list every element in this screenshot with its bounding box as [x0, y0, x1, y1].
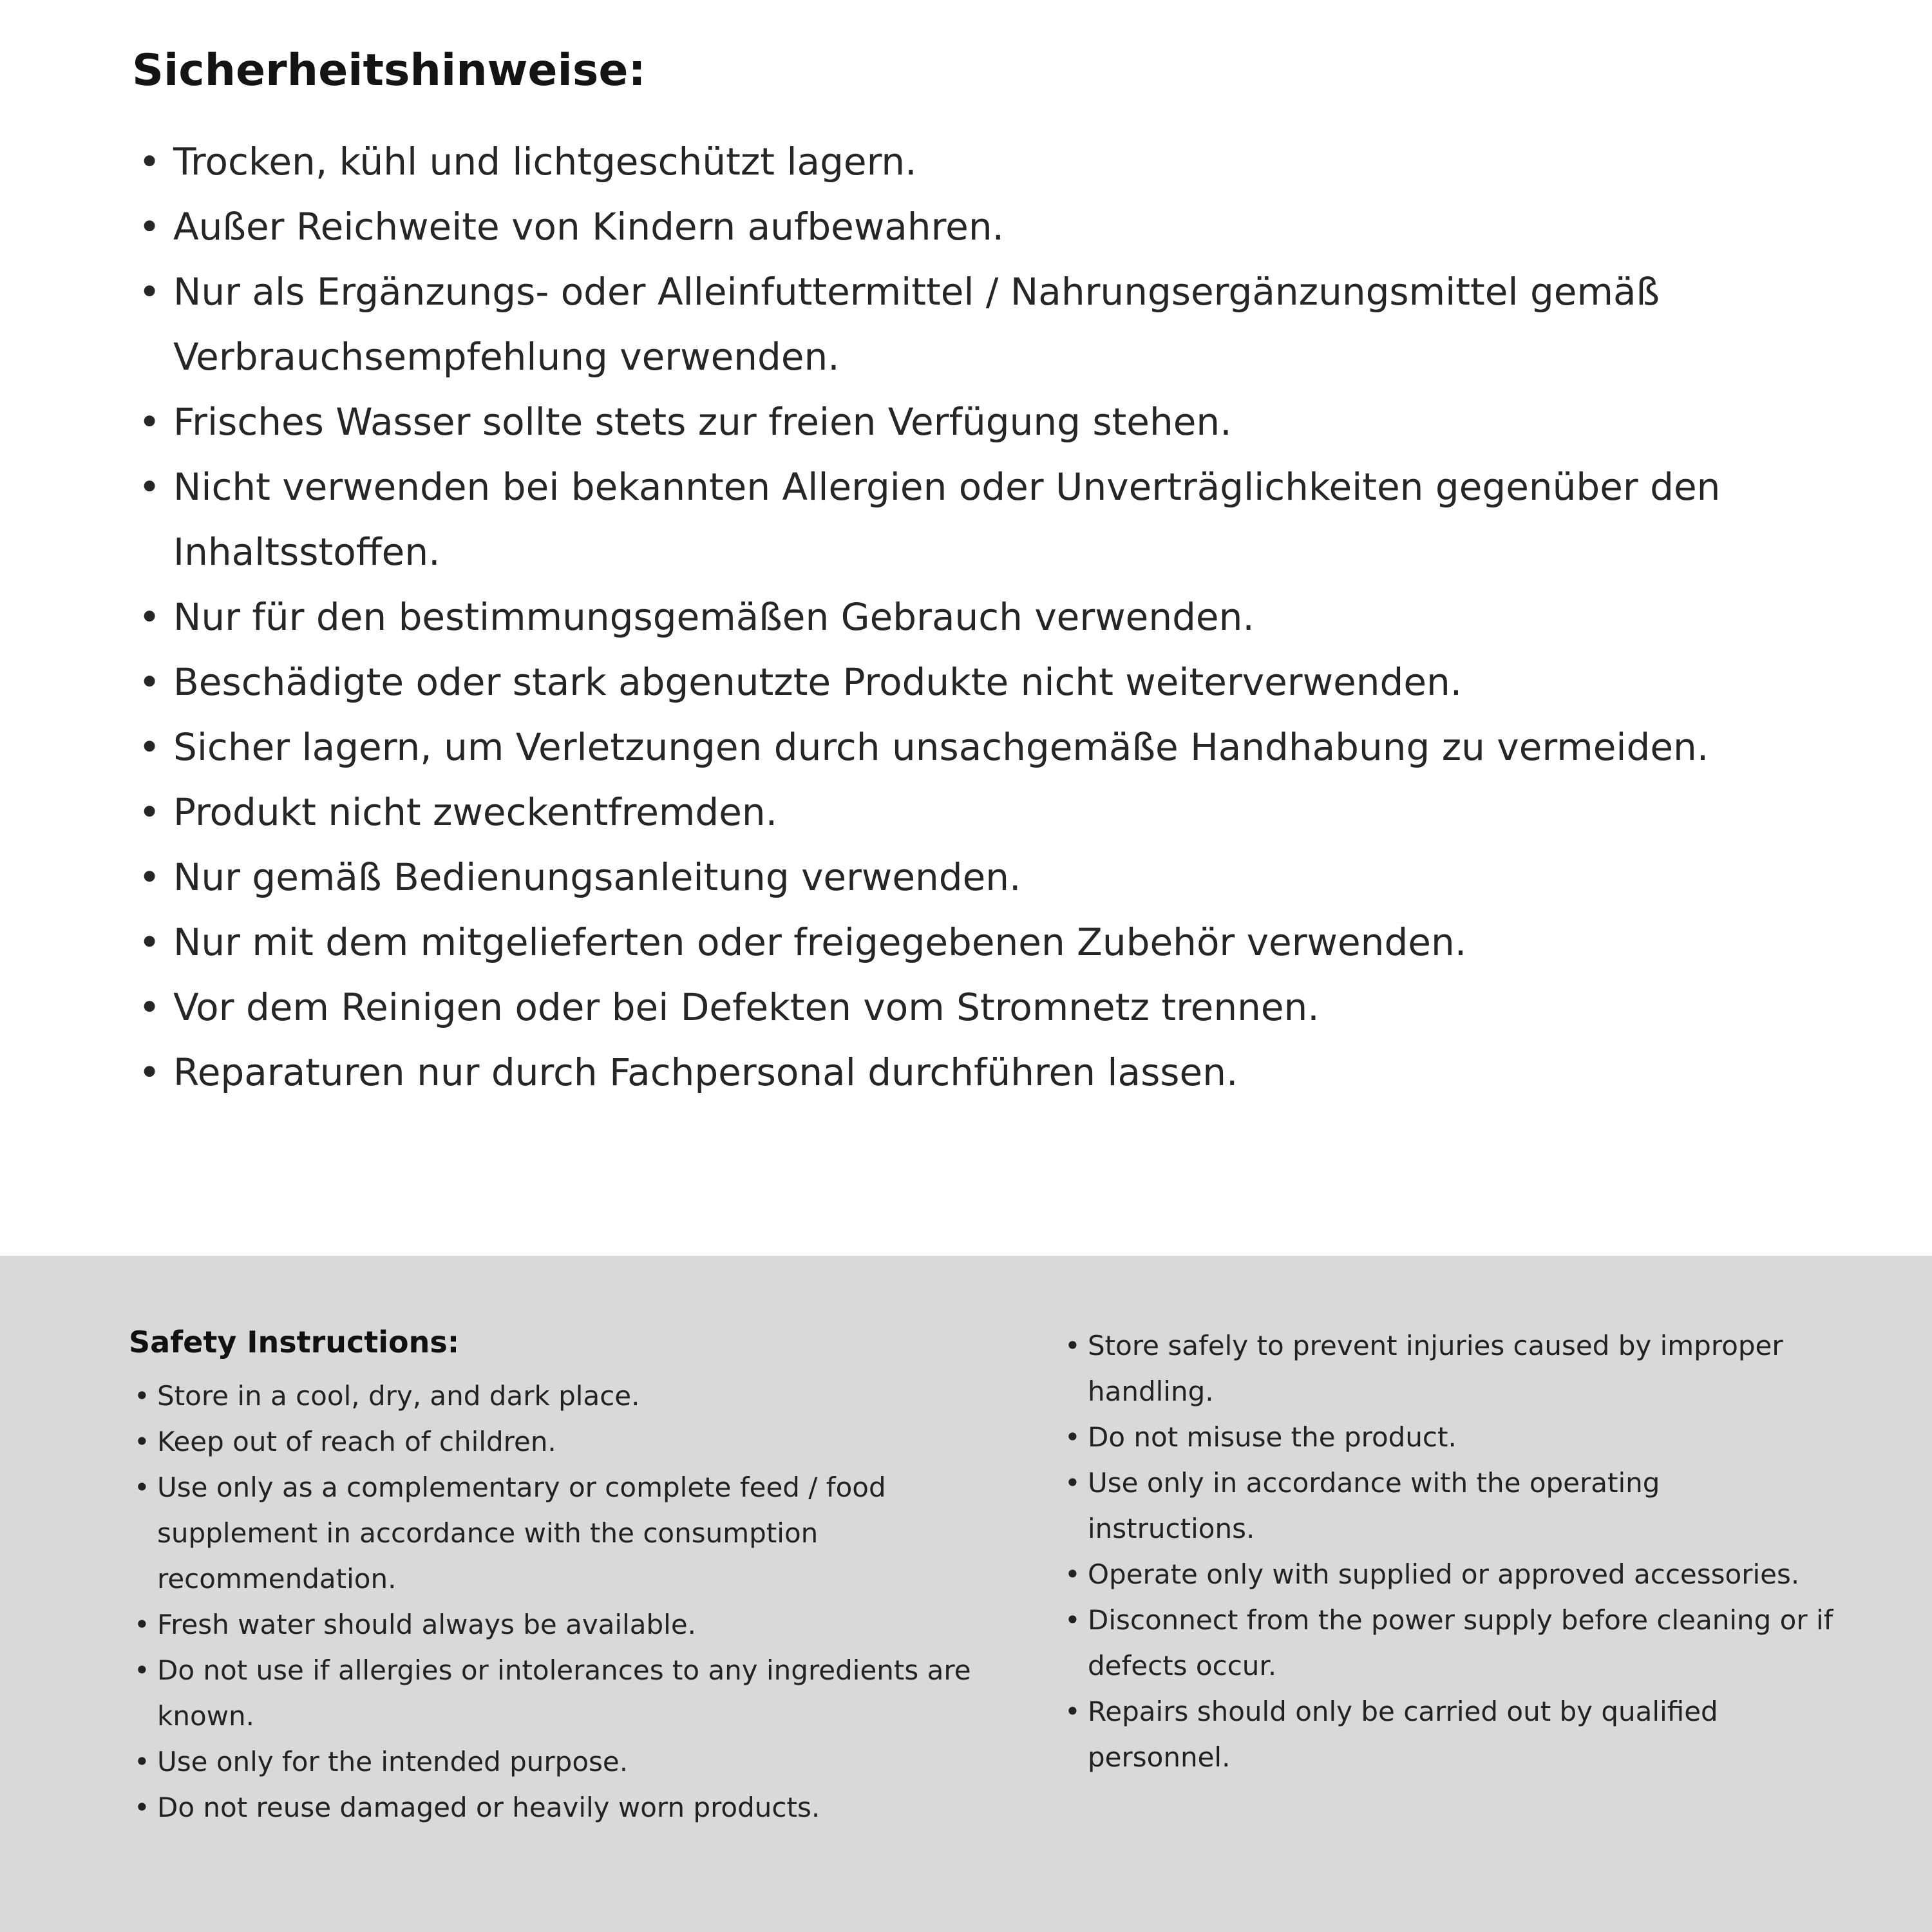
list-item: • Vor dem Reinigen oder bei Defekten vom Stromnetz trennen. [132, 975, 1797, 1040]
list-item: • Sicher lagern, um Verletzungen durch unsachgemäße Handhabung zu vermeiden. [132, 715, 1797, 780]
german-section-title: Sicherheitshinweise: [132, 45, 646, 96]
list-item: • Nur für den bestimmungsgemäßen Gebrauch verwenden. [132, 585, 1797, 650]
list-item: • Do not use if allergies or intolerances to any ingredients are known. [129, 1647, 985, 1739]
list-item: • Do not reuse damaged or heavily worn products. [129, 1785, 985, 1830]
english-section-title: Safety Instructions: [129, 1325, 460, 1359]
list-item: • Produkt nicht zweckentfremden. [132, 780, 1797, 845]
german-safety-list [132, 129, 1797, 1105]
list-item: • Nur gemäß Bedienungsanleitung verwenden. [132, 845, 1797, 910]
list-item: • Use only as a complementary or complete feed / food supplement in accordance with the consumption recommendation. [129, 1464, 985, 1602]
list-item: • Disconnect from the power supply before cleaning or if defects occur. [1059, 1597, 1835, 1689]
list-item: • Trocken, kühl und lichtgeschützt lagern. [132, 129, 1797, 194]
english-section [0, 1256, 1932, 1932]
english-safety-list-right [1059, 1323, 1835, 1780]
list-item: • Operate only with supplied or approved accessories. [1059, 1551, 1835, 1597]
list-item: • Außer Reichweite von Kindern aufbewahren. [132, 194, 1797, 260]
list-item: • Frisches Wasser sollte stets zur freien Verfügung stehen. [132, 390, 1797, 455]
list-item: • Nur als Ergänzungs- oder Alleinfuttermittel / Nahrungsergänzungsmittel gemäß Verbrauchsempfehlung verwenden. [132, 260, 1797, 390]
english-left-column [129, 1323, 985, 1932]
list-item: • Fresh water should always be available. [129, 1602, 985, 1647]
list-item: • Store safely to prevent injuries caused by improper handling. [1059, 1323, 1835, 1414]
list-item: • Reparaturen nur durch Fachpersonal durchführen lassen. [132, 1040, 1797, 1105]
english-safety-list-left [129, 1373, 985, 1830]
list-item: • Use only in accordance with the operating instructions. [1059, 1460, 1835, 1551]
list-item: • Repairs should only be carried out by qualified personnel. [1059, 1689, 1835, 1780]
list-item: • Keep out of reach of children. [129, 1419, 985, 1464]
list-item: • Nicht verwenden bei bekannten Allergien oder Unverträglichkeiten gegenüber den Inhaltsstoffen. [132, 455, 1797, 585]
list-item: • Use only for the intended purpose. [129, 1739, 985, 1785]
list-item: • Beschädigte oder stark abgenutzte Produkte nicht weiterverwenden. [132, 650, 1797, 715]
english-right-column [1059, 1323, 1835, 1932]
list-item: • Do not misuse the product. [1059, 1414, 1835, 1460]
list-item: • Nur mit dem mitgelieferten oder freigegebenen Zubehör verwenden. [132, 910, 1797, 975]
list-item: • Store in a cool, dry, and dark place. [129, 1373, 985, 1419]
